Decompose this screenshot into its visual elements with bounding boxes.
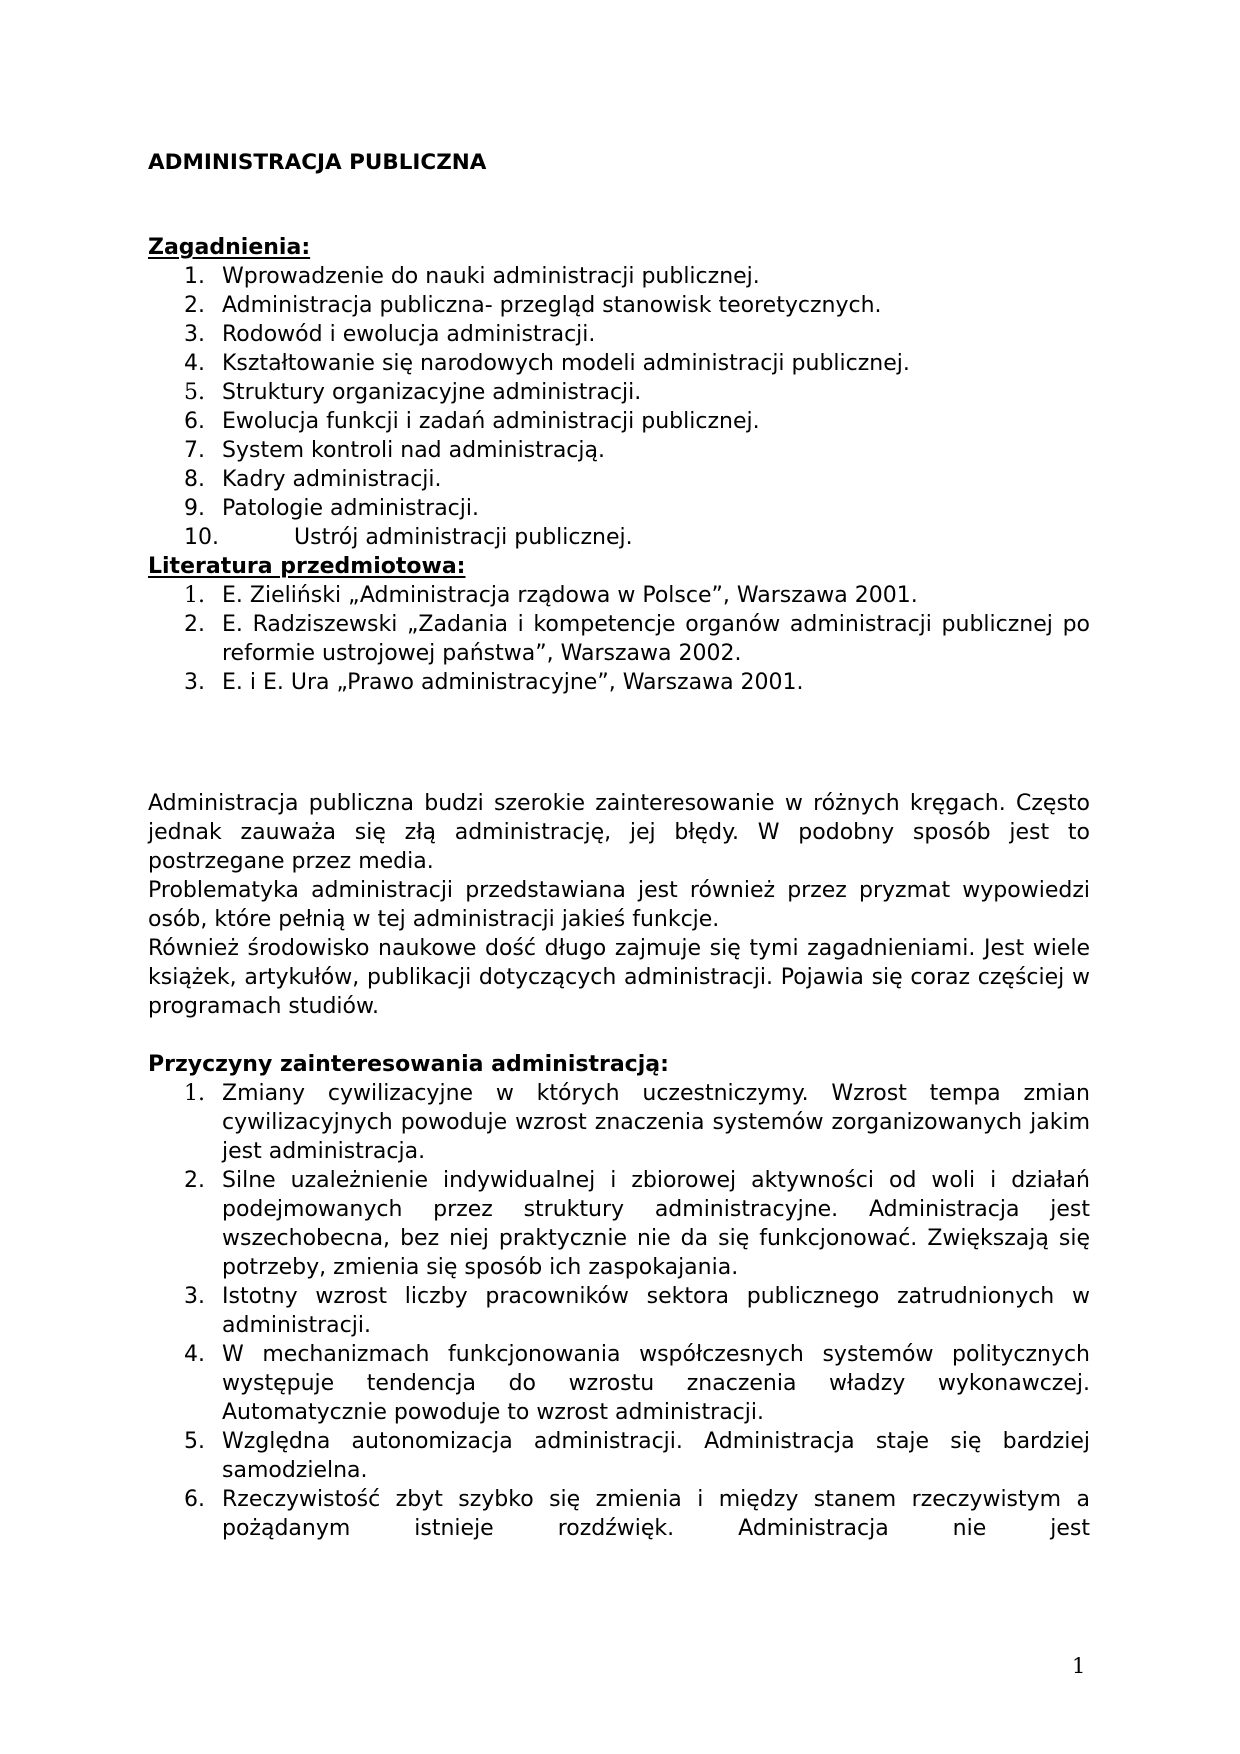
- list-item: 3. E. i E. Ura „Prawo administracyjne”, Warszawa 2001.: [184, 670, 804, 695]
- reasons-list: [148, 1079, 1090, 1543]
- list-item: 2. E. Radziszewski „Zadania i kompetencje organów administracji publicznej po reformie ustrojowej państwa”, Warszawa 2002.: [184, 612, 1090, 666]
- topics-heading: Zagadnienia:: [148, 235, 311, 260]
- literature-list: [148, 581, 1090, 697]
- list-item: 3. Istotny wzrost liczby pracowników sektora publicznego zatrudnionych w administracji.: [184, 1284, 1090, 1338]
- topics-list: [148, 262, 1090, 552]
- page-number: 1: [1072, 1654, 1086, 1678]
- literature-section: [148, 552, 1090, 697]
- topics-section: [148, 233, 1090, 552]
- list-item: 4. Kształtowanie się narodowych modeli administracji publicznej.: [184, 351, 910, 376]
- list-item: 1. Wprowadzenie do nauki administracji publicznej.: [184, 264, 760, 289]
- paragraph: Również środowisko naukowe dość długo zajmuje się tymi zagadnieniami. Jest wiele książek, artykułów, publikacji dotyczących administracji. Pojawia się coraz częściej w programach studiów.: [148, 936, 1090, 1019]
- reasons-heading: Przyczyny zainteresowania administracją:: [148, 1052, 669, 1077]
- list-item: 2. Administracja publiczna- przegląd stanowisk teoretycznych.: [184, 293, 882, 318]
- list-item: 2. Silne uzależnienie indywidualnej i zbiorowej aktywności od woli i działań podejmowanych przez struktury administracyjne. Administracja jest wszechobecna, bez niej praktycznie nie da się funkcjonować. Zwiększają się potrzeby, zmienia się sposób ich zaspokajania.: [184, 1168, 1090, 1280]
- list-item: 5. Struktury organizacyjne administracji.: [184, 380, 642, 405]
- intro-paragraphs: [148, 789, 1090, 1021]
- list-item: 5. Względna autonomizacja administracji. Administracja staje się bardziej samodzielna.: [184, 1429, 1090, 1483]
- list-item: 7. System kontroli nad administracją.: [184, 438, 605, 463]
- document-title: ADMINISTRACJA PUBLICZNA: [148, 150, 487, 175]
- literature-heading: Literatura przedmiotowa:: [148, 554, 466, 579]
- list-item: 6. Ewolucja funkcji i zadań administracji publicznej.: [184, 409, 760, 434]
- reasons-section: [148, 1050, 1090, 1543]
- paragraph: Administracja publiczna budzi szerokie zainteresowanie w różnych kręgach. Często jednak zauważa się złą administrację, jej błędy. W podobny sposób jest to postrzegane przez media.: [148, 791, 1090, 874]
- list-item: 8. Kadry administracji.: [184, 467, 442, 492]
- list-item: 1. E. Zieliński „Administracja rządowa w Polsce”, Warszawa 2001.: [184, 583, 918, 608]
- list-item: 6. Rzeczywistość zbyt szybko się zmienia i między stanem rzeczywistym a pożądanym istnieje rozdźwięk. Administracja nie jest: [184, 1487, 1090, 1541]
- paragraph: Problematyka administracji przedstawiana jest również przez pryzmat wypowiedzi osób, które pełnią w tej administracji jakieś funkcje.: [148, 878, 1090, 932]
- list-item: 4. W mechanizmach funkcjonowania współczesnych systemów politycznych występuje tendencja do wzrostu znaczenia władzy wykonawczej. Automatycznie powoduje to wzrost administracji.: [184, 1342, 1090, 1425]
- list-item: 9. Patologie administracji.: [184, 496, 479, 521]
- list-item: 10. Ustrój administracji publicznej.: [184, 525, 633, 550]
- list-item: 3. Rodowód i ewolucja administracji.: [184, 322, 596, 347]
- list-item: 1. Zmiany cywilizacyjne w których uczestniczymy. Wzrost tempa zmian cywilizacyjnych powoduje wzrost znaczenia systemów zorganizowanych jakim jest administracja.: [184, 1081, 1090, 1164]
